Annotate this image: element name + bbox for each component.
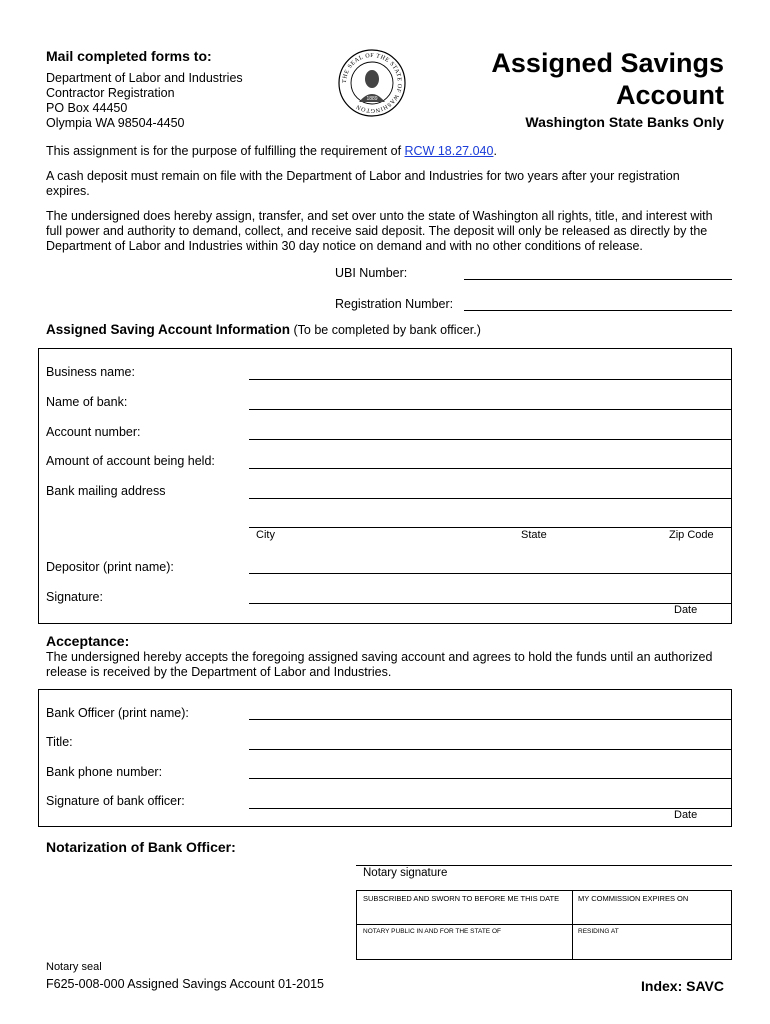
mailing-address-field[interactable] xyxy=(249,498,732,499)
officer-title-field[interactable] xyxy=(249,749,732,750)
form-title xyxy=(491,47,724,111)
business-name-label: Business name: xyxy=(46,365,135,379)
depositor-label: Depositor (print name): xyxy=(46,560,174,574)
state-label: State xyxy=(521,529,547,541)
intro-text: . xyxy=(493,144,497,158)
bank-name-label: Name of bank: xyxy=(46,395,128,409)
mail-line: PO Box 44450 xyxy=(46,101,128,115)
registration-field[interactable] xyxy=(464,310,732,311)
ubi-label: UBI Number: xyxy=(335,266,408,280)
seal-year: 1889 xyxy=(366,96,378,102)
title-line: Account xyxy=(616,80,724,110)
mail-line: Olympia WA 98504-4450 xyxy=(46,116,185,130)
amount-held-label: Amount of account being held: xyxy=(46,454,215,468)
date-label: Date xyxy=(674,604,698,616)
notary-seal-label: Notary seal xyxy=(46,961,102,973)
commission-label: MY COMMISSION EXPIRES ON xyxy=(578,894,689,903)
intro-paragraph-1 xyxy=(46,144,736,159)
officer-signature-field[interactable] xyxy=(249,808,732,809)
ubi-field[interactable] xyxy=(464,279,732,280)
form-id: F625-008-000 Assigned Savings Account 01-2015 xyxy=(46,977,324,991)
bank-phone-label: Bank phone number: xyxy=(46,765,163,779)
signature-field[interactable] xyxy=(249,603,732,604)
amount-held-field[interactable] xyxy=(249,468,732,469)
account-number-label: Account number: xyxy=(46,425,141,439)
business-name-field[interactable] xyxy=(249,379,732,380)
city-label: City xyxy=(256,529,275,541)
officer-name-label: Bank Officer (print name): xyxy=(46,706,189,720)
acceptance-heading: Acceptance: xyxy=(46,633,130,649)
seal-text: THE SEAL OF THE STATE OF WASHINGTON xyxy=(341,52,403,114)
mail-address xyxy=(46,71,243,131)
officer-signature-label: Signature of bank officer: xyxy=(46,794,185,808)
officer-title-label: Title: xyxy=(46,735,73,749)
notary-table-divider xyxy=(572,890,573,960)
intro-paragraph-3: The undersigned does hereby assign, transfer, and set over unto the state of Washington all rights, title, and interest with full power and authority to demand, collect, and receive said deposit. The deposit will only be released as directly by the Department of Labor and Industries within 30 day notice on demand and with no other conditions of release. xyxy=(46,209,713,253)
bank-phone-field[interactable] xyxy=(249,778,732,779)
mail-heading: Mail completed forms to: xyxy=(46,48,212,64)
account-section-heading xyxy=(46,322,481,337)
notary-public-label: NOTARY PUBLIC IN AND FOR THE STATE OF xyxy=(363,928,501,935)
state-seal-icon xyxy=(337,48,407,118)
notary-signature-label: Notary signature xyxy=(363,867,448,879)
notary-signature-field[interactable] xyxy=(356,865,732,866)
signature-label: Signature: xyxy=(46,590,103,604)
rcw-link[interactable]: RCW 18.27.040 xyxy=(404,144,494,158)
registration-label: Registration Number: xyxy=(335,297,454,311)
notary-table-divider xyxy=(356,924,732,925)
depositor-field[interactable] xyxy=(249,573,732,574)
account-heading-text: Assigned Saving Account Information xyxy=(46,322,291,337)
acceptance-text: The undersigned hereby accepts the foregoing assigned saving account and agrees to hold the funds until an authorized release is received by the Department of Labor and Industries. xyxy=(46,650,713,679)
mail-line: Department of Labor and Industries xyxy=(46,71,243,85)
form-subtitle: Washington State Banks Only xyxy=(525,114,724,130)
account-heading-note: (To be completed by bank officer.) xyxy=(293,323,481,337)
intro-paragraph-2: A cash deposit must remain on file with the Department of Labor and Industries for two years after your registration expires. xyxy=(46,169,680,198)
residing-label: RESIDING AT xyxy=(578,928,619,935)
officer-name-field[interactable] xyxy=(249,719,732,720)
title-line: Assigned Savings xyxy=(491,48,724,78)
form-index: Index: SAVC xyxy=(641,978,724,994)
notary-heading: Notarization of Bank Officer: xyxy=(46,839,236,855)
mailing-address-label: Bank mailing address xyxy=(46,484,166,498)
mail-line: Contractor Registration xyxy=(46,86,175,100)
bank-name-field[interactable] xyxy=(249,409,732,410)
mailing-address-field-2[interactable] xyxy=(249,527,732,528)
zip-label: Zip Code xyxy=(669,529,714,541)
acceptance-date-label: Date xyxy=(674,809,698,821)
account-number-field[interactable] xyxy=(249,439,732,440)
intro-text: This assignment is for the purpose of fulfilling the requirement of xyxy=(46,144,405,158)
subscribed-label: SUBSCRIBED AND SWORN TO BEFORE ME THIS DATE xyxy=(363,894,560,903)
